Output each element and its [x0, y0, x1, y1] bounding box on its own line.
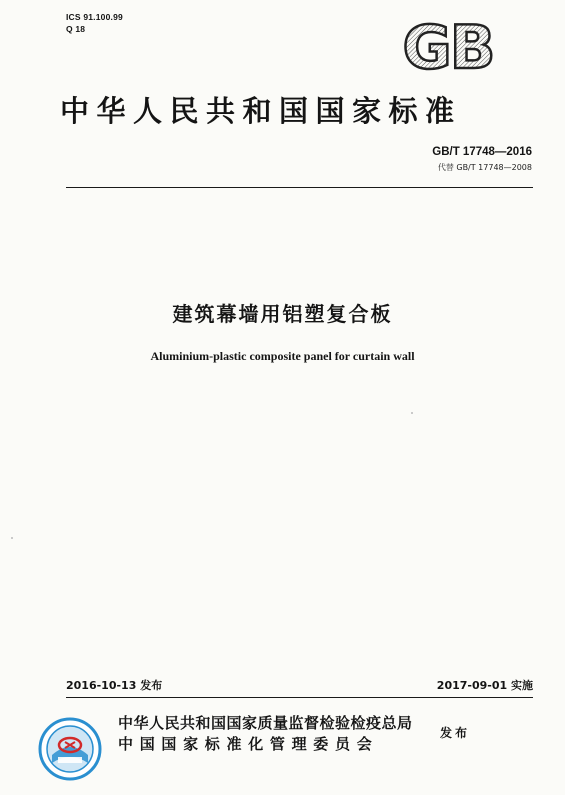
gb-logo-text: GB: [402, 18, 494, 74]
issue-date: 2016-10-13 发布: [66, 679, 163, 692]
gb-emblem-icon: [389, 18, 507, 74]
document-title-cn: 建筑幕墙用铝塑复合板: [172, 302, 393, 326]
scan-speck: [11, 537, 13, 539]
implementation-date: 2017-09-01 实施: [436, 679, 533, 692]
ics-code: ICS 91.100.99: [66, 12, 123, 22]
footer-divider: [66, 697, 533, 698]
ccs-code: Q 18: [66, 24, 86, 34]
header-divider: [66, 187, 533, 188]
quality-seal-icon: [38, 717, 102, 781]
issuer-sac: 中国国家标准化管理委员会: [118, 735, 379, 753]
standard-number: GB/T 17748—2016: [432, 146, 532, 158]
classification-codes: [66, 11, 123, 35]
replaces-standard: 代替 GB/T 17748—2008: [437, 163, 532, 172]
national-standard-title: 中华人民共和国国家标准: [60, 94, 462, 128]
publish-label: 发布: [440, 726, 471, 740]
issuer-aqsiq: 中华人民共和国国家质量监督检验检疫总局: [118, 714, 413, 732]
scan-speck: [411, 412, 413, 414]
document-title-en: Aluminium-plastic composite panel for curtain wall: [150, 349, 415, 363]
